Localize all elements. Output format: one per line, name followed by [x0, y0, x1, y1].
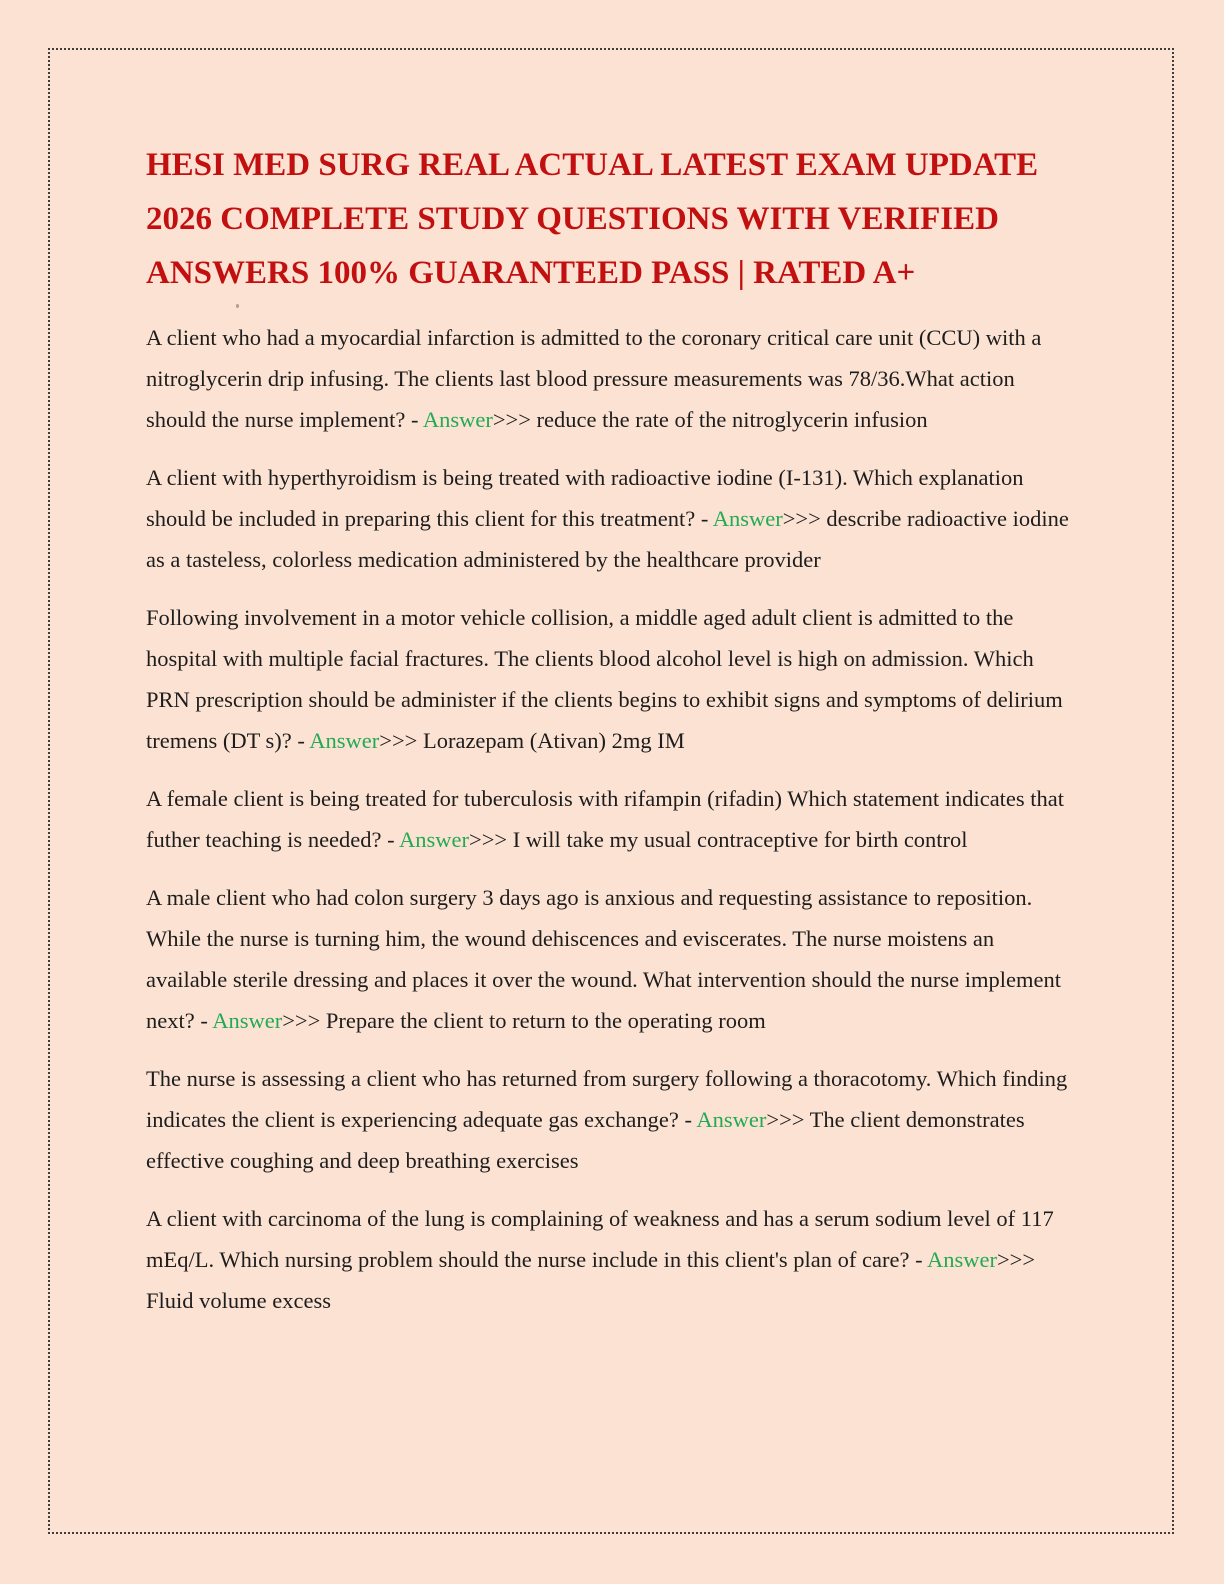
answer-label: Answer [712, 506, 783, 531]
title-line: ANSWERS 100% GUARANTEED PASS | RATED A+ [146, 255, 916, 291]
answer-label: Answer [399, 827, 469, 852]
qa-paragraph [146, 597, 1070, 761]
answer-label: Answer [926, 1247, 997, 1272]
qa-paragraph [146, 778, 1070, 860]
answer-text: >>> The client demonstrates effective coughing and deep breathing exercises [146, 1107, 1025, 1173]
question-text: A client with carcinoma of the lung is complaining of weakness and has a serum sodium level of 117 mEq/L. Which nursing problem should the nurse include in this client's plan of care? - [146, 1206, 1054, 1272]
question-text: A client with hyperthyroidism is being treated with radioactive iodine (I-131). Which explanation should be included in preparing this client for this treatment? - [146, 465, 1024, 531]
answer-label: Answer [309, 728, 380, 753]
qa-paragraph [146, 1198, 1070, 1321]
document-title [146, 138, 1070, 300]
question-text: A client who had a myocardial infarction is admitted to the coronary critical care unit (CCU) with a nitroglycerin drip infusing. The clients last blood pressure measurements was 78/36.What action should the nurse implement? - [146, 325, 1042, 432]
title-line: HESI MED SURG REAL ACTUAL LATEST EXAM UPDATE [146, 147, 1039, 183]
question-text: A female client is being treated for tuberculosis with rifampin (rifadin) Which statement indicates that futher teaching is needed? - [146, 786, 1065, 852]
question-text: Following involvement in a motor vehicle collision, a middle aged adult client is admitted to the hospital with multiple facial fractures. The clients blood alcohol level is high on admission. Which PRN prescription should be administer if the clients begins to exhibit signs and symptoms of delirium tremens (DT s)? - [146, 605, 1063, 753]
qa-paragraph [146, 317, 1070, 440]
answer-text: >>> Fluid volume excess [146, 1247, 1036, 1313]
answer-text: >>> Lorazepam (Ativan) 2mg IM [379, 728, 685, 753]
qa-paragraph [146, 877, 1070, 1041]
qa-paragraph [146, 1058, 1070, 1181]
answer-text: >>> reduce the rate of the nitroglycerin infusion [492, 407, 928, 432]
title-line: 2026 COMPLETE STUDY QUESTIONS WITH VERIFIED [146, 201, 999, 237]
question-text: A male client who had colon surgery 3 days ago is anxious and requesting assistance to reposition. While the nurse is turning him, the wound dehiscences and eviscerates. The nurse moistens an available sterile dressing and places it over the wound. What intervention should the nurse implement next? - [146, 885, 1061, 1033]
answer-text: >>> I will take my usual contraceptive for birth control [469, 827, 968, 852]
page-content [146, 138, 1070, 1338]
answer-text: >>> Prepare the client to return to the operating room [282, 1008, 766, 1033]
answer-label: Answer [422, 407, 493, 432]
answer-label: Answer [212, 1008, 283, 1033]
answer-label: Answer [696, 1107, 767, 1132]
question-text: The nurse is assessing a client who has returned from surgery following a thoracotomy. Which finding indicates the client is experiencing adequate gas exchange? - [146, 1066, 1068, 1132]
qa-paragraph [146, 457, 1070, 580]
answer-text: >>> describe radioactive iodine as a tasteless, colorless medication administered by the healthcare provider [146, 506, 1069, 572]
